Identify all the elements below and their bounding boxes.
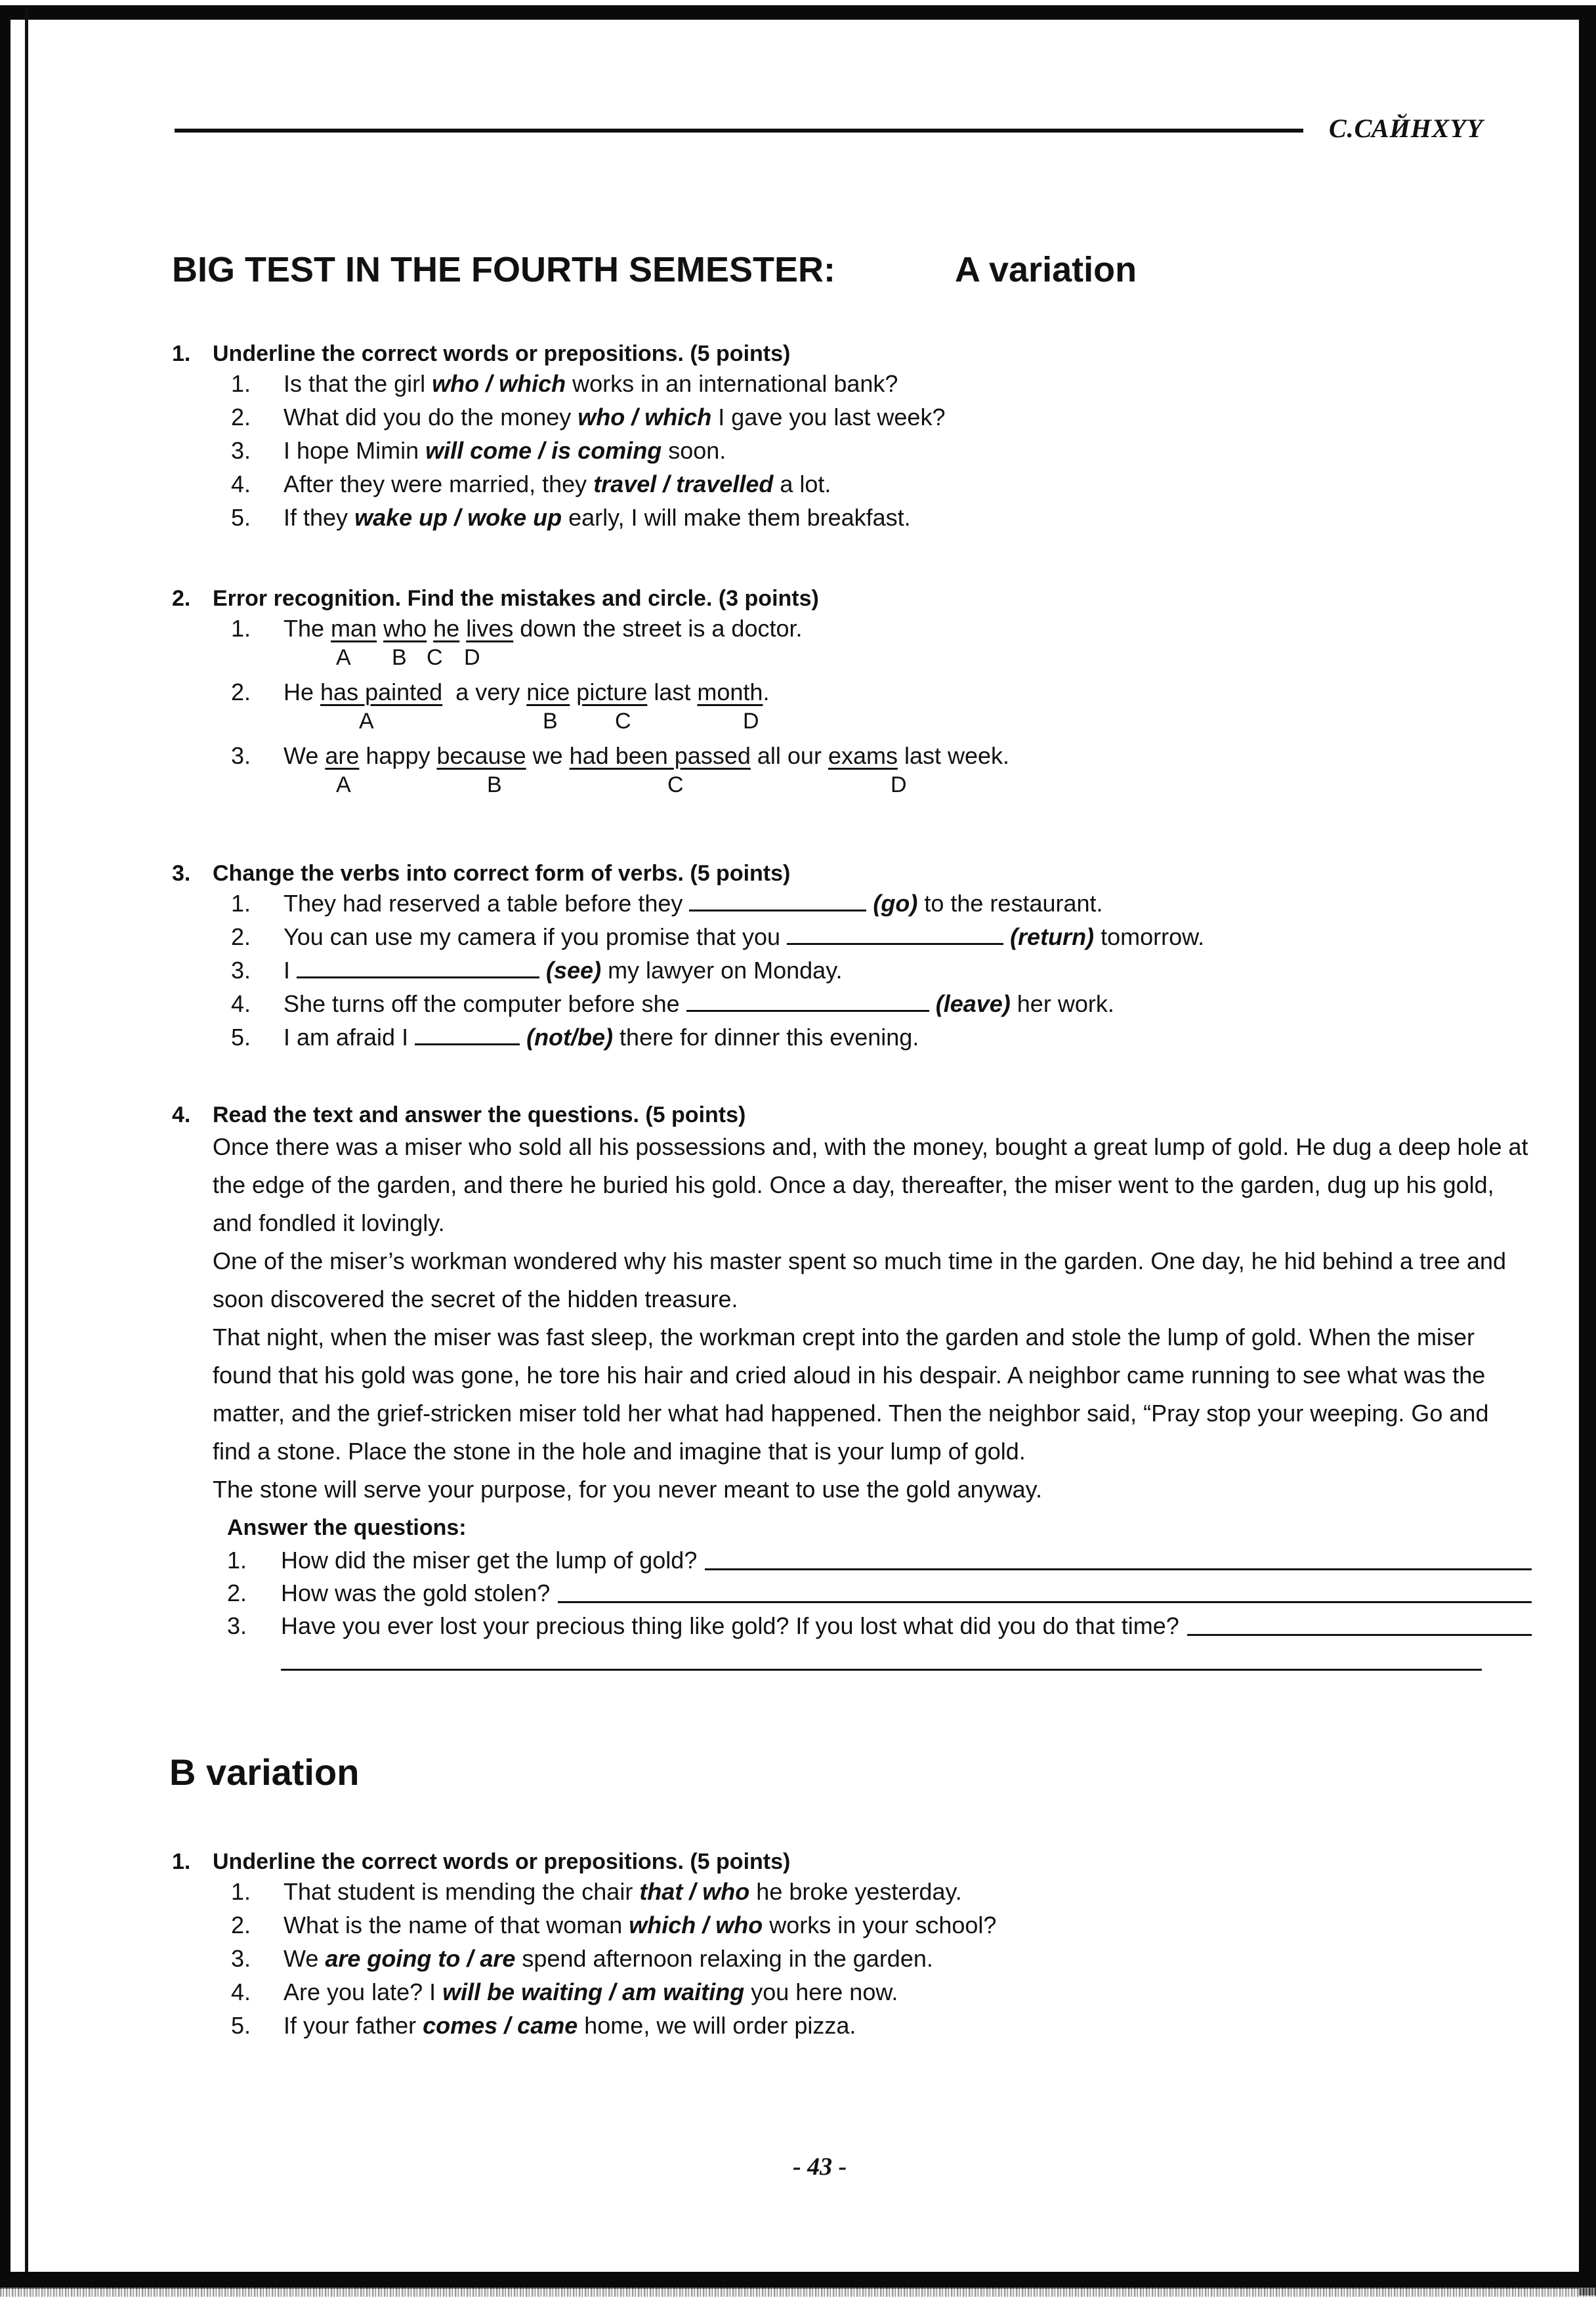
choice-options[interactable]: comes / came bbox=[423, 2012, 578, 2039]
text-after: tomorrow. bbox=[1094, 923, 1205, 950]
item-text bbox=[284, 887, 1103, 920]
passage-paragraph: One of the miser’s workman wondered why his master spent so much time in the garden. One day, he hid behind a tree and soon discovered the secret of the hidden treasure. bbox=[213, 1247, 1507, 1312]
text-segment: The bbox=[284, 615, 331, 642]
question-item bbox=[227, 1610, 1532, 1643]
choice-options[interactable]: travel / travelled bbox=[593, 471, 774, 497]
answer-heading: Answer the questions: bbox=[227, 1515, 467, 1540]
list-item bbox=[231, 675, 1009, 709]
option-letter-c[interactable]: C bbox=[427, 645, 443, 670]
a-section-1 bbox=[172, 341, 945, 534]
verb-hint: (not/be) bbox=[526, 1024, 614, 1051]
item-number: 1. bbox=[231, 615, 251, 642]
option-letters bbox=[284, 709, 1009, 739]
text-before: They had reserved a table before they bbox=[284, 890, 683, 917]
question-list bbox=[172, 1544, 1532, 1643]
underlined-option[interactable]: nice bbox=[526, 679, 570, 705]
item-text bbox=[284, 1942, 933, 1975]
text-segment: all our bbox=[750, 742, 828, 769]
section-heading bbox=[172, 861, 1204, 887]
reading-passage bbox=[172, 1128, 1532, 1509]
item-number: 2. bbox=[231, 1912, 251, 1938]
underlined-option[interactable]: month bbox=[697, 679, 763, 705]
text-segment: He bbox=[284, 679, 321, 705]
item-number: 2. bbox=[231, 404, 251, 430]
variant-b-title: B variation bbox=[169, 1751, 360, 1793]
text-segment: a very bbox=[442, 679, 527, 705]
underlined-option[interactable]: had been passed bbox=[569, 742, 751, 769]
item-text bbox=[284, 987, 1114, 1020]
text-segment: down the street is a doctor. bbox=[513, 615, 803, 642]
section-title: Error recognition. Find the mistakes and circle. (3 points) bbox=[213, 586, 819, 611]
answer-line[interactable] bbox=[1187, 1610, 1532, 1636]
text-after: he broke yesterday. bbox=[749, 1878, 962, 1905]
answer-line-extra[interactable] bbox=[281, 1643, 1482, 1671]
section-title: Underline the correct words or prepositions. (5 points) bbox=[213, 1849, 791, 1874]
text-after: her work. bbox=[1010, 990, 1114, 1017]
text-before: I bbox=[284, 957, 291, 984]
item-list bbox=[231, 1875, 996, 2042]
text-segment bbox=[427, 615, 433, 642]
list-item bbox=[231, 1875, 996, 1908]
item-list bbox=[231, 887, 1204, 1054]
text-after: works in an international bank? bbox=[566, 370, 898, 397]
item-text bbox=[284, 739, 1009, 772]
text-segment bbox=[459, 615, 466, 642]
item-text bbox=[284, 953, 843, 987]
choice-options[interactable]: who / which bbox=[578, 404, 712, 430]
text-after: there for dinner this evening. bbox=[613, 1024, 919, 1051]
scan-border-top bbox=[0, 5, 1596, 20]
item-number: 1. bbox=[231, 890, 251, 917]
list-item bbox=[231, 920, 1204, 953]
text-before: We bbox=[284, 1945, 326, 1972]
option-letter-d[interactable]: D bbox=[464, 645, 480, 670]
underlined-option[interactable]: has painted bbox=[320, 679, 443, 705]
text-after: soon. bbox=[662, 437, 726, 464]
passage-paragraph: Once there was a miser who sold all his possessions and, with the money, bought a great lump of gold. He dug a deep hole at the edge of the garden, and there he buried his gold. Once a day, thereafter, the miser went to the garden, dug up his gold, and fondled it lovingly. bbox=[213, 1133, 1528, 1236]
text-before: If they bbox=[284, 504, 355, 531]
question-text: Have you ever lost your precious thing like gold? If you lost what did you do that time? bbox=[281, 1612, 1179, 1639]
item-text bbox=[284, 467, 831, 501]
choice-options[interactable]: which / who bbox=[629, 1912, 763, 1938]
page-title: BIG TEST IN THE FOURTH SEMESTER: bbox=[172, 250, 836, 289]
text-after: home, we will order pizza. bbox=[578, 2012, 856, 2039]
option-letter-a[interactable]: A bbox=[336, 772, 351, 797]
list-item bbox=[231, 1975, 996, 2009]
scan-edge-line bbox=[25, 9, 28, 2280]
text-segment: last bbox=[647, 679, 698, 705]
verb-hint: (see) bbox=[546, 957, 602, 984]
text-segment: last week. bbox=[897, 742, 1010, 769]
item-list bbox=[231, 612, 1009, 803]
item-text bbox=[284, 612, 803, 645]
item-text bbox=[284, 501, 911, 534]
verb-hint: (return) bbox=[1010, 923, 1095, 950]
text-before: You can use my camera if you promise that you bbox=[284, 923, 781, 950]
section-number: 1. bbox=[172, 341, 191, 366]
choice-options[interactable]: who / which bbox=[432, 370, 566, 397]
section-title: Change the verbs into correct form of verbs. (5 points) bbox=[213, 861, 791, 886]
answer-line[interactable] bbox=[558, 1577, 1532, 1603]
section-heading bbox=[172, 1849, 996, 1875]
text-segment bbox=[377, 615, 383, 642]
variant-a-title: A variation bbox=[955, 250, 1137, 289]
underlined-option[interactable]: picture bbox=[576, 679, 648, 705]
underlined-option[interactable]: he bbox=[433, 615, 460, 642]
question-number: 3. bbox=[227, 1612, 247, 1639]
item-number: 4. bbox=[231, 471, 251, 497]
option-letter-a[interactable]: A bbox=[359, 709, 374, 734]
item-number: 4. bbox=[231, 1978, 251, 2005]
passage-paragraph: The stone will serve your purpose, for you never meant to use the gold anyway. bbox=[213, 1476, 1043, 1503]
scan-border-right bbox=[1579, 5, 1596, 2295]
item-text bbox=[284, 675, 769, 709]
underlined-option[interactable]: man bbox=[331, 615, 377, 642]
option-letters bbox=[284, 772, 1009, 803]
item-number: 1. bbox=[231, 1878, 251, 1905]
option-letter-a[interactable]: A bbox=[336, 645, 351, 670]
question-item bbox=[227, 1577, 1532, 1610]
b-section-1 bbox=[172, 1849, 996, 2042]
choice-options[interactable]: are going to / are bbox=[325, 1945, 516, 1972]
choice-options[interactable]: wake up / woke up bbox=[354, 504, 562, 531]
item-number: 5. bbox=[231, 2012, 251, 2039]
underlined-option[interactable]: who bbox=[383, 615, 427, 642]
question-number: 1. bbox=[227, 1547, 247, 1574]
item-text bbox=[284, 1908, 996, 1942]
scan-border-bottom bbox=[0, 2272, 1596, 2289]
text-segment: we bbox=[526, 742, 570, 769]
section-heading bbox=[172, 341, 945, 367]
list-item bbox=[231, 1020, 1204, 1054]
section-number: 4. bbox=[172, 1102, 191, 1127]
text-after: you here now. bbox=[744, 1978, 898, 2005]
underlined-option[interactable]: exams bbox=[828, 742, 898, 769]
scan-border-left bbox=[0, 5, 10, 2282]
a-section-3 bbox=[172, 861, 1204, 1054]
text-after: early, I will make them breakfast. bbox=[562, 504, 911, 531]
text-before: After they were married, they bbox=[284, 471, 594, 497]
text-before: What is the name of that woman bbox=[284, 1912, 629, 1938]
option-letter-d[interactable]: D bbox=[891, 772, 907, 797]
a-section-2 bbox=[172, 586, 1009, 803]
list-item bbox=[231, 987, 1204, 1020]
a-section-4 bbox=[172, 1102, 1532, 1671]
list-item bbox=[231, 1908, 996, 1942]
option-letter-d[interactable]: D bbox=[743, 709, 759, 734]
choice-options[interactable]: that / who bbox=[639, 1878, 750, 1905]
item-number: 2. bbox=[231, 923, 251, 950]
text-after: my lawyer on Monday. bbox=[601, 957, 843, 984]
text-after: a lot. bbox=[773, 471, 831, 497]
page-number: - 43 - bbox=[793, 2153, 847, 2181]
text-segment: We bbox=[284, 742, 326, 769]
list-item bbox=[231, 434, 945, 467]
item-list bbox=[231, 367, 945, 534]
section-title: Underline the correct words or prepositions. (5 points) bbox=[213, 341, 791, 366]
question-text: How did the miser get the lump of gold? bbox=[281, 1547, 698, 1574]
text-after: I gave you last week? bbox=[711, 404, 946, 430]
text-after: works in your school? bbox=[763, 1912, 997, 1938]
item-text bbox=[284, 434, 726, 467]
choice-options[interactable]: will come / is coming bbox=[425, 437, 662, 464]
choice-options[interactable]: will be waiting / am waiting bbox=[442, 1978, 745, 2005]
item-number: 3. bbox=[231, 437, 251, 464]
list-item bbox=[231, 400, 945, 434]
verb-hint: (leave) bbox=[935, 990, 1011, 1017]
item-text bbox=[284, 920, 1204, 953]
list-item bbox=[231, 467, 945, 501]
option-letter-c[interactable]: C bbox=[667, 772, 684, 797]
text-segment: . bbox=[763, 679, 770, 705]
item-number: 2. bbox=[231, 679, 251, 705]
answer-blank[interactable] bbox=[415, 1021, 520, 1045]
list-item bbox=[231, 953, 1204, 987]
section-number: 1. bbox=[172, 1849, 191, 1874]
text-before: Are you late? I bbox=[284, 1978, 443, 2005]
text-before: What did you do the money bbox=[284, 404, 578, 430]
list-item bbox=[231, 739, 1009, 772]
text-before: I am afraid I bbox=[284, 1024, 409, 1051]
item-text bbox=[284, 1875, 962, 1908]
header-rule bbox=[175, 129, 1303, 133]
item-number: 5. bbox=[231, 1024, 251, 1051]
item-number: 5. bbox=[231, 504, 251, 531]
text-before: That student is mending the chair bbox=[284, 1878, 640, 1905]
item-text bbox=[284, 1020, 919, 1054]
passage-paragraph: That night, when the miser was fast sleep, the workman crept into the garden and stole the lump of gold. When the miser found that his gold was gone, he tore his hair and cried aloud in his despair. A neighbor came running to see what was the matter, and the grief-stricken miser told her what had happened. Then the neighbor said, “Pray stop your weeping. Go and find a stone. Place the stone in the hole and imagine that is your lump of gold. bbox=[213, 1324, 1489, 1465]
list-item bbox=[231, 1942, 996, 1975]
scan-noise bbox=[0, 2288, 1596, 2297]
item-text bbox=[284, 2009, 856, 2042]
text-segment bbox=[570, 679, 576, 705]
list-item bbox=[231, 887, 1204, 920]
section-title: Read the text and answer the questions. (5 points) bbox=[213, 1102, 746, 1127]
section-heading bbox=[172, 586, 1009, 612]
list-item bbox=[231, 612, 1009, 645]
list-item bbox=[231, 501, 945, 534]
answer-blank[interactable] bbox=[689, 887, 866, 911]
text-before: She turns off the computer before she bbox=[284, 990, 680, 1017]
answer-blank[interactable] bbox=[297, 954, 539, 978]
item-number: 3. bbox=[231, 1945, 251, 1972]
verb-hint: (go) bbox=[873, 890, 918, 917]
section-number: 2. bbox=[172, 586, 191, 611]
list-item bbox=[231, 2009, 996, 2042]
answer-blank[interactable] bbox=[787, 921, 1003, 945]
answer-line[interactable] bbox=[705, 1544, 1532, 1570]
list-item bbox=[231, 367, 945, 400]
section-number: 3. bbox=[172, 861, 191, 886]
underlined-option[interactable]: lives bbox=[466, 615, 514, 642]
text-after: spend afternoon relaxing in the garden. bbox=[515, 1945, 933, 1972]
option-letters bbox=[284, 645, 1009, 675]
item-number: 3. bbox=[231, 957, 251, 984]
text-before: I hope Mimin bbox=[284, 437, 426, 464]
item-text bbox=[284, 367, 898, 400]
option-letter-b[interactable]: B bbox=[392, 645, 407, 670]
text-segment: happy bbox=[359, 742, 437, 769]
item-text bbox=[284, 400, 945, 434]
answer-blank[interactable] bbox=[686, 988, 929, 1012]
question-number: 2. bbox=[227, 1580, 247, 1606]
item-number: 3. bbox=[231, 742, 251, 769]
item-number: 1. bbox=[231, 370, 251, 397]
option-letter-c[interactable]: C bbox=[615, 709, 631, 734]
underlined-option[interactable]: are bbox=[325, 742, 360, 769]
header-author: С.САЙНХҮҮ bbox=[1329, 114, 1484, 143]
text-before: Is that the girl bbox=[284, 370, 432, 397]
text-before: If your father bbox=[284, 2012, 423, 2039]
question-item bbox=[227, 1544, 1532, 1577]
section-heading bbox=[172, 1102, 1532, 1128]
option-letter-b[interactable]: B bbox=[543, 709, 558, 734]
item-text bbox=[284, 1975, 898, 2009]
option-letter-b[interactable]: B bbox=[487, 772, 502, 797]
underlined-option[interactable]: because bbox=[436, 742, 526, 769]
question-text: How was the gold stolen? bbox=[281, 1580, 551, 1606]
item-number: 4. bbox=[231, 990, 251, 1017]
text-after: to the restaurant. bbox=[917, 890, 1103, 917]
